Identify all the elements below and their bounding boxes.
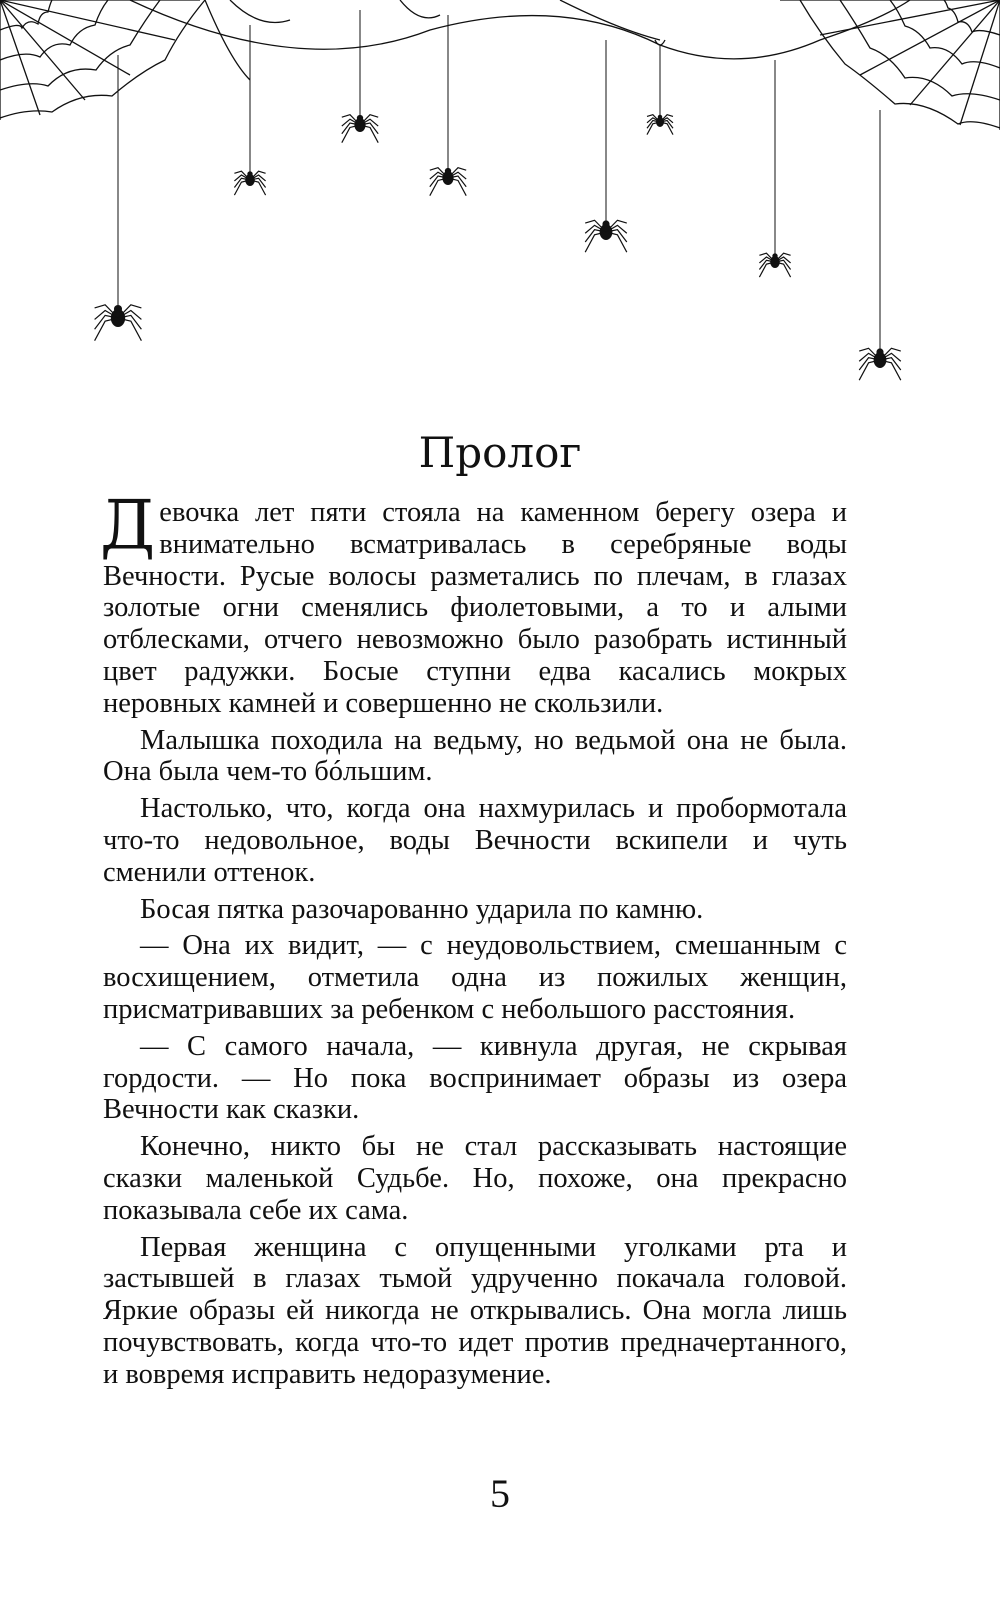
spider-web-icon — [0, 0, 250, 120]
spider-web-icon — [130, 0, 910, 59]
spider-icon — [430, 15, 466, 196]
spider-icon — [234, 25, 265, 195]
chapter-title: Пролог — [418, 428, 582, 477]
drop-cap: Д — [100, 487, 156, 566]
chapter-text — [100, 487, 847, 1391]
spider-icon — [647, 45, 673, 135]
page-number: 5 — [490, 1471, 510, 1516]
paragraph: — Она их видит, — с неудовольствием, смешанным с восхищением, отметила одна из пожилых женщин, присматривавших за ребенком с небольшого расстояния. — [103, 930, 847, 1025]
spider-icon — [585, 40, 627, 252]
paragraph: Малышка походила на ведьму, но ведьмой она не была. Она была чем-то бóльшим. — [103, 724, 847, 788]
spider-icon — [95, 55, 142, 341]
paragraph: Конечно, никто бы не стал рассказывать настоящие сказки маленькой Судьбе. Но, похоже, она прекрасно показывала себе их сама. — [103, 1131, 847, 1226]
paragraph — [100, 487, 847, 720]
spider-web-icon — [780, 0, 1000, 130]
spider-icon — [859, 110, 901, 380]
spider-icon — [759, 60, 790, 277]
paragraph-text: евочка лет пяти стояла на каменном берегу озера и внимательно всматривалась в серебряные воды Вечности. Русые волосы разметались по плечам, в глазах золотые огни сменялись фиолетовыми, а то и алыми отблесками, отчего невозможно было разобрать истинный цвет радужки. Босые ступни едва касались мокрых неровных камней и совершенно не скользили. — [103, 497, 847, 719]
paragraph: — С самого начала, — кивнула другая, не скрывая гордости. — Но пока воспринимает образы из озера Вечности как сказки. — [103, 1030, 847, 1126]
spiders-group — [95, 10, 901, 380]
paragraph: Босая пятка разочарованно ударила по камню. — [140, 893, 704, 925]
spider-web-decoration — [0, 0, 1000, 430]
spider-icon — [342, 10, 378, 143]
paragraph: Настолько, что, когда она нахмурилась и пробормотала что-то недовольное, воды Вечности вскипели и чуть сменили оттенок. — [103, 793, 847, 888]
paragraph: Первая женщина с опущенными уголками рта и застывшей в глазах тьмой удрученно покачала головой. Яркие образы ей никогда не открывались. Она могла лишь почувствовать, когда что-то идет против предначертанного, и вовремя исправить недоразумение. — [103, 1231, 847, 1390]
